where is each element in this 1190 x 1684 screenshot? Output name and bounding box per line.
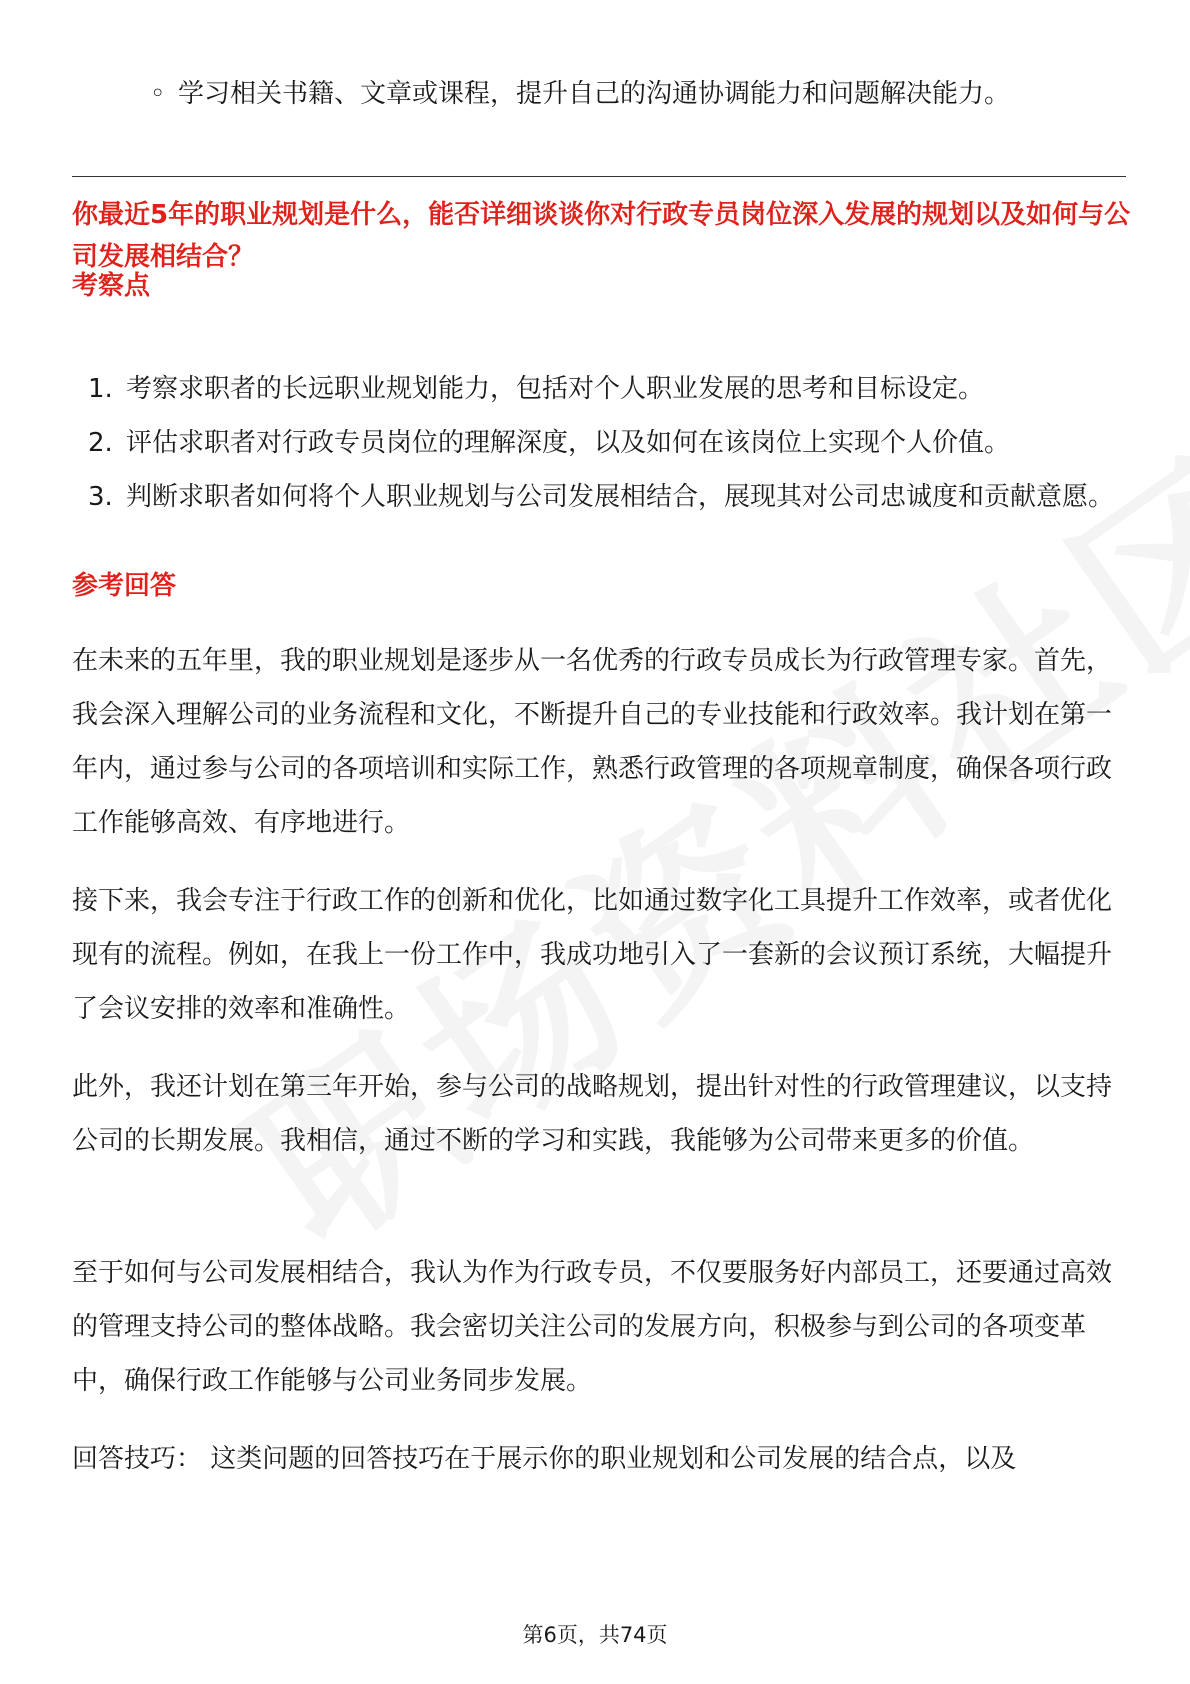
- tips-paragraph: 回答技巧： 这类问题的回答技巧在于展示你的职业规划和公司发展的结合点，以及: [72, 1444, 1017, 1474]
- page-footer: 第6页，共74页: [522, 1623, 668, 1647]
- answer-paragraph: 在未来的五年里，我的职业规划是逐步从一名优秀的行政专员成长为行政管理专家。首先，我会深入理解公司的业务流程和文化，不断提升自己的专业技能和行政效率。我计划在第一年内，通过参与公司的各项培训和实际工作，熟悉行政管理的各项规章制度，确保各项行政工作能够高效、有序地进行。: [72, 646, 1113, 838]
- question-heading: 你最近5年的职业规划是什么，能否详细谈谈你对行政专员岗位深入发展的规划以及如何与公司发展相结合？: [72, 200, 1131, 272]
- bullet-marker: ◦: [150, 79, 166, 109]
- list-text: 判断求职者如何将个人职业规划与公司发展相结合，展现其对公司忠诚度和贡献意愿。: [126, 482, 1115, 512]
- list-item: [72, 470, 1132, 524]
- answer-paragraph: 此外，我还计划在第三年开始，参与公司的战略规划，提出针对性的行政管理建议，以支持公司的长期发展。我相信，通过不断的学习和实践，我能够为公司带来更多的价值。: [72, 1072, 1113, 1156]
- assessment-list: [72, 362, 1132, 524]
- list-text: 考察求职者的长远职业规划能力，包括对个人职业发展的思考和目标设定。: [126, 374, 985, 404]
- list-number: 1.: [88, 374, 113, 404]
- answer-paragraph: 接下来，我会专注于行政工作的创新和优化，比如通过数字化工具提升工作效率，或者优化现有的流程。例如，在我上一份工作中，我成功地引入了一套新的会议预订系统，大幅提升了会议安排的效率和准确性。: [72, 886, 1113, 1024]
- assessment-title: 考察点: [72, 271, 151, 301]
- list-item: [72, 416, 1132, 470]
- list-number: 2.: [88, 428, 113, 458]
- list-number: 3.: [88, 482, 113, 512]
- answer-paragraph: 至于如何与公司发展相结合，我认为作为行政专员，不仅要服务好内部员工，还要通过高效的管理支持公司的整体战略。我会密切关注公司的发展方向，积极参与到公司的各项变革中，确保行政工作能够与公司业务同步发展。: [72, 1258, 1113, 1396]
- divider: [72, 176, 1126, 177]
- answer-title: 参考回答: [72, 571, 177, 601]
- top-bullet: [150, 72, 1110, 116]
- list-text: 评估求职者对行政专员岗位的理解深度，以及如何在该岗位上实现个人价值。: [126, 428, 1011, 458]
- list-item: [72, 362, 1132, 416]
- bullet-text: 学习相关书籍、文章或课程，提升自己的沟通协调能力和问题解决能力。: [178, 79, 1011, 109]
